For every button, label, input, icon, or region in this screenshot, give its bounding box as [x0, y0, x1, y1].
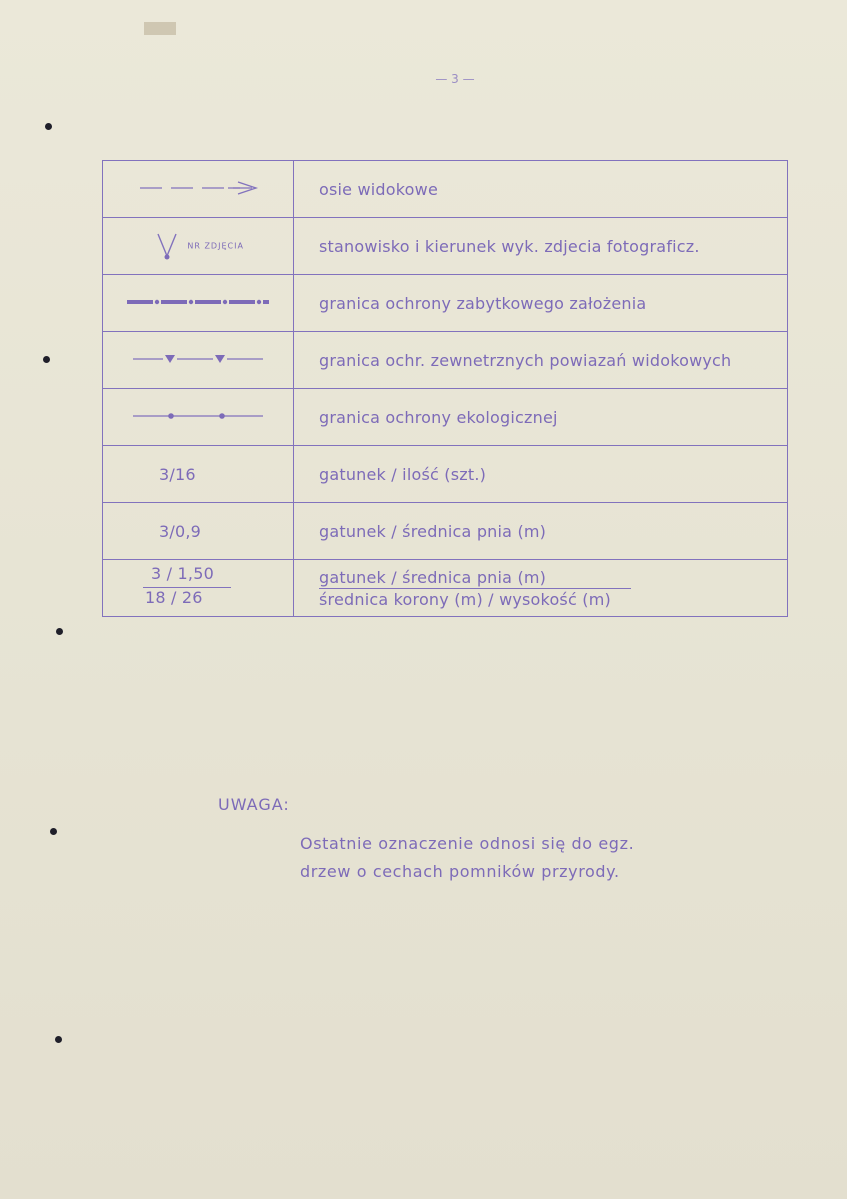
punch-hole [50, 828, 57, 835]
line-with-triangles-icon [123, 352, 273, 366]
legend-table [102, 160, 788, 617]
fraction-top: 3 / 1,50 [151, 564, 214, 583]
legend-symbol-text: 3/0,9 [103, 503, 294, 560]
legend-symbol-cell [103, 218, 294, 275]
legend-description: osie widokowe [294, 161, 788, 218]
punch-hole [56, 628, 63, 635]
legend-row [103, 503, 788, 560]
legend-description-top: gatunek / średnica pnia (m) [319, 567, 547, 587]
legend-row [103, 332, 788, 389]
legend-row [103, 161, 788, 218]
note-line: drzew o cechach pomników przyrody. [300, 862, 620, 881]
photo-number-label: NR ZDJĘCIA [187, 241, 244, 251]
fraction-bottom: 18 / 26 [145, 588, 203, 607]
legend-description: granica ochrony zabytkowego założenia [294, 275, 788, 332]
photo-view-marker-icon [152, 230, 182, 262]
legend-description-pair [294, 560, 788, 617]
legend-description: stanowisko i kierunek wyk. zdjecia fotograficz. [294, 218, 788, 275]
line-with-dots-icon [123, 409, 273, 423]
dashed-arrow-icon [128, 177, 268, 197]
legend-symbol-cell [103, 389, 294, 446]
legend-description: gatunek / ilość (szt.) [294, 446, 788, 503]
legend-description: granica ochrony ekologicznej [294, 389, 788, 446]
legend-row [103, 446, 788, 503]
legend-description: gatunek / średnica pnia (m) [294, 503, 788, 560]
punch-hole [55, 1036, 62, 1043]
legend-symbol-cell [103, 560, 294, 617]
note-title: UWAGA: [218, 795, 290, 814]
thick-dash-dot-line-icon [123, 295, 273, 309]
legend-symbol-text: 3/16 [103, 446, 294, 503]
legend-row [103, 275, 788, 332]
legend-description: granica ochr. zewnetrznych powiazań widokowych [294, 332, 788, 389]
legend-row [103, 389, 788, 446]
fraction-symbol [103, 560, 293, 616]
paper-stain [144, 22, 176, 35]
legend-row [103, 560, 788, 617]
note-line: Ostatnie oznaczenie odnosi się do egz. [300, 834, 635, 853]
legend-row [103, 218, 788, 275]
legend-symbol-cell [103, 275, 294, 332]
page-number: — 3 — [435, 72, 475, 86]
legend-symbol-cell [103, 332, 294, 389]
legend-symbol-cell [103, 161, 294, 218]
legend-description-bottom: średnica korony (m) / wysokość (m) [319, 588, 631, 609]
punch-hole [43, 356, 50, 363]
punch-hole [45, 123, 52, 130]
